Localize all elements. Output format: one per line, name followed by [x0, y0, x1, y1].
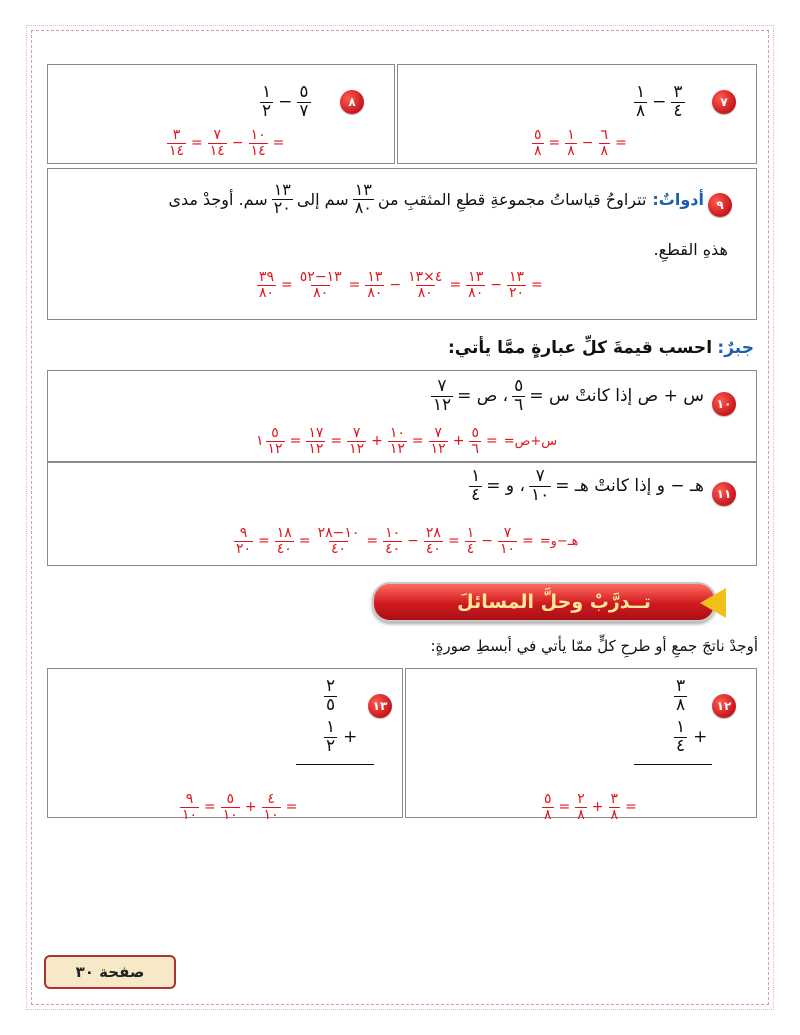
numerator: ١	[466, 525, 475, 541]
q10-number-badge: ١٠	[712, 392, 736, 416]
operator-5: −	[389, 277, 402, 294]
operator-11: =	[485, 433, 498, 450]
q7-problem	[632, 84, 687, 121]
practice-banner	[372, 582, 716, 622]
q12-operator: +	[693, 727, 708, 748]
numerator: ٣	[172, 127, 181, 143]
denominator: ١٢	[267, 440, 283, 457]
numerator: ١	[262, 82, 272, 102]
q9-text-part1: تتراوحُ قياساتُ مجموعةِ قطعِ المثقبِ من	[377, 189, 647, 209]
fraction-4	[607, 792, 623, 822]
denominator: ١٤	[209, 142, 225, 159]
q10-fraction-1: $\frac{٥}{٦}$	[514, 376, 524, 415]
page-number-tab: صفحة ٣٠	[44, 955, 176, 989]
operator-5: =	[366, 533, 379, 550]
operator-3: +	[591, 799, 604, 816]
q11-number-badge: ١١	[712, 482, 736, 506]
denominator: ٨	[600, 142, 609, 159]
operator-7: −	[407, 533, 419, 550]
q8-answer	[165, 128, 287, 158]
q13-number-badge: ١٣	[368, 694, 392, 718]
q12-number-badge: ١٢	[712, 694, 736, 718]
denominator: ٤٠	[330, 540, 346, 557]
algebra-keyword: جبرٌ:	[717, 338, 754, 358]
numerator: ١٣	[508, 269, 524, 285]
operator-3: −	[581, 135, 594, 152]
fraction-4	[597, 128, 613, 158]
denominator: ٨٠	[468, 284, 484, 301]
q7-number-badge: ٧	[712, 90, 736, 114]
denominator: ٢٠	[236, 540, 252, 557]
fraction-6	[404, 270, 446, 300]
numerator: ١٨	[276, 525, 292, 541]
operator-3: −	[231, 135, 244, 152]
denominator: ٤٠	[385, 540, 401, 557]
operator-1: =	[258, 533, 270, 550]
q13-operator: +	[343, 727, 358, 748]
operator-1: −	[652, 92, 667, 113]
denominator: ١٠	[263, 806, 279, 823]
algebra-instruction: احسب قيمةَ كلِّ عبارةٍ ممَّا يأتي:	[448, 338, 713, 358]
fraction-0	[632, 84, 649, 121]
denominator: ٤٠	[425, 540, 441, 557]
numerator: ٧	[503, 525, 512, 541]
fraction-2	[573, 792, 589, 822]
fraction-8	[422, 526, 445, 556]
operator-1: −	[278, 92, 293, 113]
q12-sum-line	[634, 764, 712, 765]
denominator: ٢٠	[508, 284, 524, 301]
q13-bottom-fraction: $\frac{١}{٢}$	[326, 716, 336, 756]
denominator: ١٢	[389, 440, 405, 457]
q10-text: س + ص إذا كانتْ س =	[529, 385, 704, 406]
operator-9: +	[452, 433, 465, 450]
operator-3: =	[298, 533, 311, 550]
q9-fraction-1: $\frac{١٣}{٨٠}$	[354, 180, 372, 217]
denominator: ٨	[636, 100, 646, 121]
numerator: ١٠	[385, 525, 401, 541]
operator-3: =	[348, 277, 361, 294]
operator-1: =	[281, 277, 293, 294]
algebra-heading	[448, 334, 754, 363]
numerator: ٩	[239, 525, 248, 541]
operator-1: =	[204, 799, 216, 816]
q13-vertical-problem	[310, 678, 357, 755]
q9-answer	[255, 270, 546, 300]
numerator: ١	[636, 82, 646, 102]
denominator: ٤	[673, 100, 683, 121]
numerator: ٣	[610, 791, 619, 807]
numerator: ٢	[577, 791, 585, 807]
q10-answer-lead: س+ص=	[503, 433, 558, 449]
q13-sum-line	[296, 764, 374, 765]
fraction-2	[563, 128, 579, 158]
q8-problem	[258, 84, 313, 121]
q13-answer	[178, 792, 300, 822]
numerator: ٧	[213, 127, 222, 143]
operator-3: +	[244, 799, 257, 816]
q10-problem	[427, 378, 704, 415]
fraction-8	[464, 270, 487, 300]
fraction-0	[255, 270, 278, 300]
q9-number-badge: ٩	[708, 193, 732, 217]
fraction-0	[540, 792, 556, 822]
numerator: ١	[567, 127, 575, 143]
denominator: ٤٠	[276, 540, 292, 557]
numerator: ٢٨	[425, 525, 441, 541]
denominator: ١٠	[499, 540, 515, 557]
denominator: ٨	[567, 142, 575, 159]
operator-3: =	[330, 433, 343, 450]
q12-vertical-problem	[660, 678, 707, 755]
q10-fraction-2: $\frac{٧}{١٢}$	[432, 376, 452, 415]
q9-text-part2: سم إلى	[296, 189, 349, 209]
fraction-2	[304, 426, 327, 456]
fraction-4	[314, 526, 364, 556]
q11-text: هـ − و إذا كانتْ هـ =	[555, 475, 704, 496]
q12-top-fraction: $\frac{٣}{٨}$	[676, 676, 686, 715]
fraction-2	[669, 84, 686, 121]
numerator: ٥	[299, 82, 309, 102]
fraction-2	[219, 792, 242, 822]
fraction-4	[363, 270, 386, 300]
numerator: ١٠	[389, 425, 405, 441]
denominator: ١٢	[308, 440, 324, 457]
q11-fraction-2: $\frac{١}{٤}$	[471, 466, 481, 505]
fraction-4	[260, 792, 283, 822]
numerator: ١٧	[308, 425, 324, 441]
denominator: ٤	[466, 540, 475, 557]
fraction-10	[467, 426, 483, 456]
denominator: ٨	[610, 806, 619, 823]
fraction-0	[232, 526, 255, 556]
operator-9: =	[447, 533, 460, 550]
denominator: ٨٠	[367, 284, 383, 301]
numerator: ٣٩	[259, 269, 275, 285]
denominator: ٨٠	[313, 284, 329, 301]
numerator: ٤	[267, 791, 275, 807]
numerator: ٥	[534, 127, 542, 143]
fraction-10	[463, 526, 479, 556]
q8-number-badge: ٨	[340, 90, 364, 114]
operator-9: −	[490, 277, 502, 294]
q7-answer	[530, 128, 630, 158]
q11-answer-fractions	[232, 526, 537, 556]
denominator: ١٢	[430, 440, 446, 457]
fraction-10	[505, 270, 528, 300]
q13-top-fraction: $\frac{٢}{٥}$	[326, 676, 336, 715]
denominator: ١٠	[222, 806, 238, 823]
q11-answer	[232, 526, 578, 556]
fraction-0	[530, 128, 546, 158]
operator-5: +	[371, 433, 383, 450]
operator-5: =	[285, 799, 298, 816]
fraction-4	[247, 128, 270, 158]
q12-answer	[540, 792, 640, 822]
denominator: ٦	[471, 440, 479, 457]
numerator: ٥	[271, 425, 279, 441]
operator-1: =	[289, 433, 302, 450]
numerator: ١٣	[468, 269, 484, 285]
practice-title: تــدرَّبْ وحلَّ المسائلَ	[457, 591, 651, 613]
numerator: ٣	[673, 82, 683, 102]
numerator: ٥	[544, 791, 552, 807]
q9-text-part3: سم. أوجدْ مدى	[168, 189, 268, 209]
denominator: ١٤	[169, 142, 185, 159]
fraction-12	[496, 526, 519, 556]
fraction-2	[206, 128, 229, 158]
numerator: ١٠−٢٨	[317, 525, 360, 541]
denominator: ٨	[577, 806, 585, 823]
fraction-4	[345, 426, 368, 456]
q9-keyword: أدواتٌ:	[652, 189, 704, 209]
denominator: ٨	[544, 806, 552, 823]
numerator: ٤×١٣	[408, 269, 443, 285]
fraction-6	[386, 426, 409, 456]
fraction-0	[165, 128, 188, 158]
operator-7: =	[411, 433, 424, 450]
operator-13: =	[522, 533, 534, 550]
denominator: ٢	[262, 100, 272, 121]
q10-mid: ، ص =	[457, 385, 509, 406]
denominator: ٧	[299, 100, 309, 121]
denominator: ١٢	[349, 440, 365, 457]
numerator: ١٣−٥٢	[299, 269, 342, 285]
fraction-0	[258, 84, 275, 121]
numerator: ٥	[226, 791, 235, 807]
q12-bottom-fraction: $\frac{١}{٤}$	[676, 716, 686, 756]
denominator: ٨٠	[417, 284, 433, 301]
denominator: ١٤	[250, 142, 266, 159]
numerator: ١٠	[250, 127, 266, 143]
numerator: ١٣	[367, 269, 383, 285]
numerator: ٧	[352, 425, 361, 441]
fraction-0	[256, 426, 287, 456]
q11-mid: ، و =	[486, 475, 525, 496]
denominator: ٨	[534, 142, 542, 159]
q11-answer-lead: هـ−و=	[539, 533, 579, 549]
operator-5: =	[625, 799, 637, 816]
operator-5: =	[272, 135, 285, 152]
operator-1: =	[548, 135, 561, 152]
whole-part: ١	[256, 433, 264, 450]
q9-fraction-2: $\frac{١٣}{٢٠}$	[273, 180, 291, 217]
denominator: ٨٠	[259, 284, 275, 301]
operator-5: =	[615, 135, 627, 152]
numerator: ٥	[471, 425, 479, 441]
numerator: ٩	[185, 791, 194, 807]
fraction-2	[273, 526, 296, 556]
q10-answer-fractions	[256, 426, 501, 456]
q9-text-line2: هذهِ القطعِ.	[653, 240, 728, 259]
operator-7: =	[449, 277, 462, 294]
operator-1: =	[558, 799, 571, 816]
q10-answer	[256, 426, 557, 456]
operator-1: =	[191, 135, 203, 152]
q11-problem	[465, 468, 704, 505]
fraction-0	[178, 792, 201, 822]
fraction-6	[381, 526, 404, 556]
operator-11: =	[531, 277, 543, 294]
fraction-2	[296, 270, 346, 300]
denominator: ١٠	[182, 806, 198, 823]
fraction-2	[295, 84, 312, 121]
operator-11: −	[481, 533, 493, 550]
q9-text-line1	[168, 182, 704, 217]
banner-arrow-icon	[700, 588, 726, 618]
numerator: ٧	[434, 425, 442, 441]
practice-instruction: أوجدْ ناتجَ جمعِ أو طرحِ كلٍّ ممّا يأتي في أبسطِ صورةٍ:	[430, 637, 758, 655]
fraction-8	[427, 426, 450, 456]
numerator: ٦	[600, 127, 609, 143]
q11-fraction-1: $\frac{٧}{١٠}$	[531, 466, 550, 505]
